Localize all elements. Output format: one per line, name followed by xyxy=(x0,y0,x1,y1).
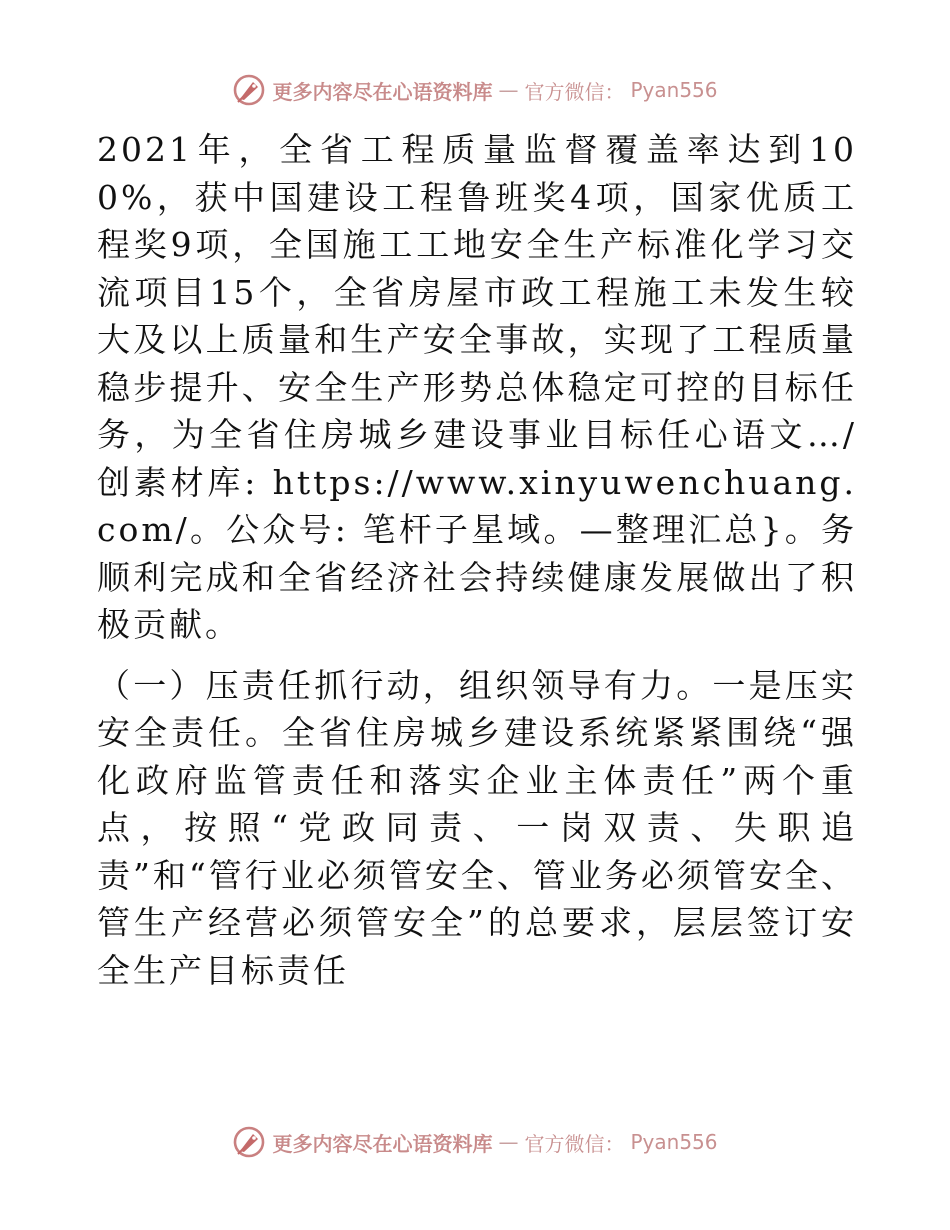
watermark-wechat-id: Pyan556 xyxy=(630,78,718,102)
watermark-separator: — xyxy=(498,1130,519,1154)
watermark-wechat-id: Pyan556 xyxy=(630,1130,718,1154)
pen-nib-logo-icon xyxy=(232,1125,266,1159)
watermark-wechat-label: 官方微信： xyxy=(524,79,625,104)
paragraph-2: （一）压责任抓行动，组织领导有力。一是压实安全责任。全省住房城乡建设系统紧紧围绕“强化政府监管责任和落实企业主体责任”两个重点，按照“党政同责、一岗双责、失职追责”和“管行业必须管安全、管业务必须管安全、管生产经营必须管安全”的总要求，层层签订安全生产目标责任 xyxy=(97,665,857,990)
watermark-text: 更多内容尽在心语资料库 xyxy=(272,79,493,104)
paragraph-1: 2021年，全省工程质量监督覆盖率达到100%，获中国建设工程鲁班奖4项，国家优质工程奖9项，全国施工工地安全生产标准化学习交流项目15个，全省房屋市政工程施工未发生较大及以上质量和生产安全事故，实现了工程质量稳步提升、安全生产形势总体稳定可控的目标任务，为全省住房城乡建设事业目标任心语文…/创素材库: https://www.xinyuwenchuang.com/。公众号: 笔杆子星域。—整理汇总}。务顺利完成和全省经济社会持续健康发展做出了积极贡献。 xyxy=(97,130,857,644)
header-watermark xyxy=(0,72,950,108)
document-body xyxy=(97,126,857,994)
watermark-text: 更多内容尽在心语资料库 xyxy=(272,1131,493,1156)
watermark-wechat-label: 官方微信： xyxy=(524,1131,625,1156)
footer-watermark xyxy=(0,1124,950,1160)
pen-nib-logo-icon xyxy=(232,73,266,107)
watermark-separator: — xyxy=(498,78,519,102)
